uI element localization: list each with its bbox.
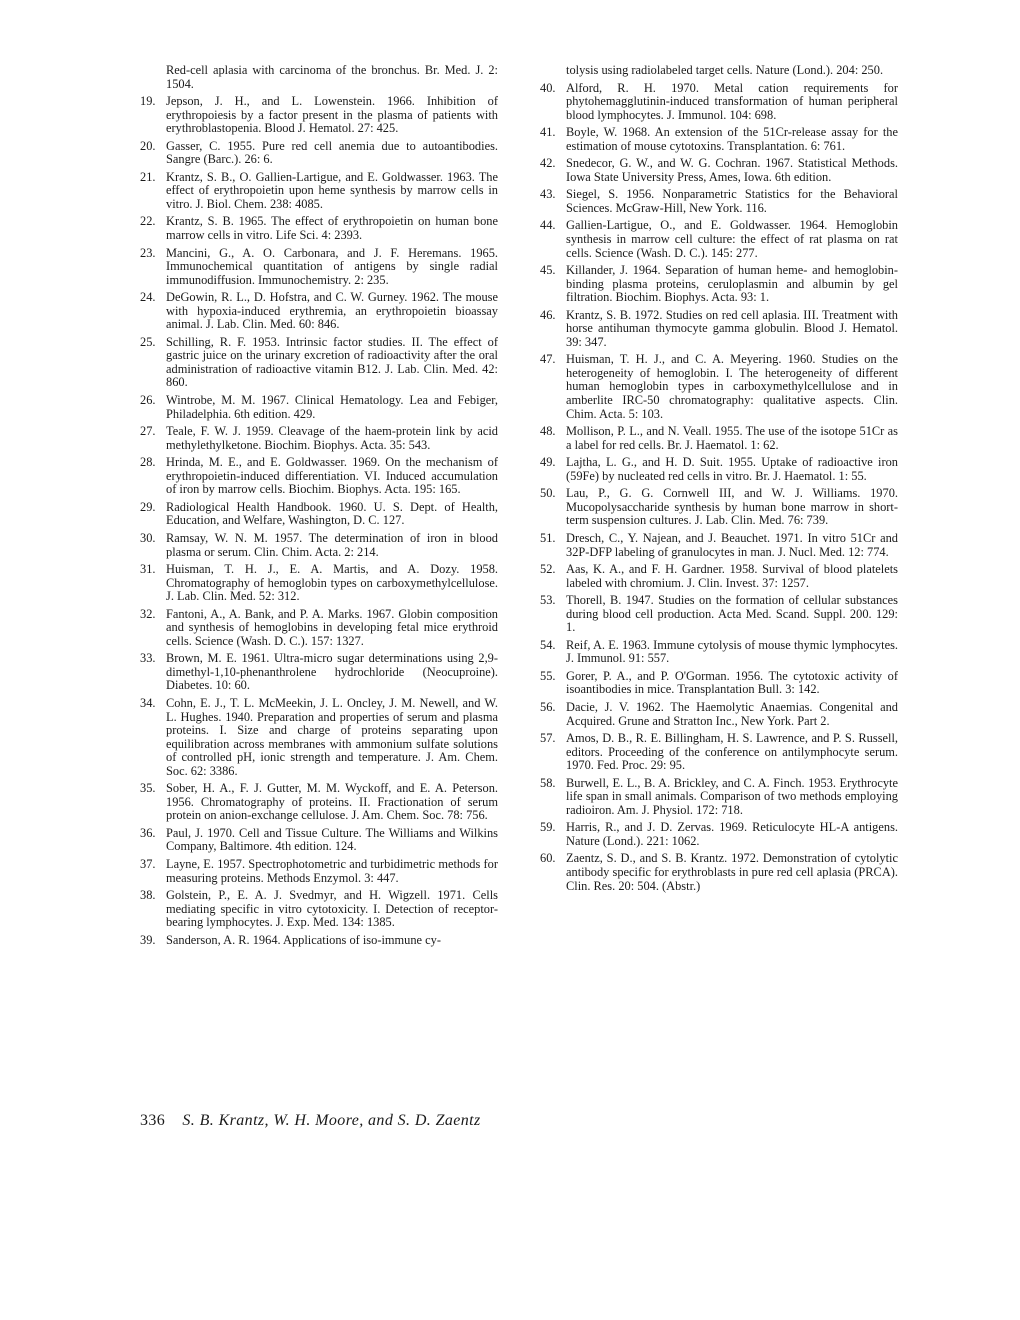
page-footer xyxy=(140,1112,481,1130)
reference-number: 25. xyxy=(140,334,156,349)
reference-text: Siegel, S. 1956. Nonparametric Statistics for the Behavioral Sciences. McGraw-Hill, New York. 116. xyxy=(566,187,898,215)
reference-entry xyxy=(540,264,898,305)
reference-entry xyxy=(140,425,498,452)
reference-number: 27. xyxy=(140,424,156,439)
reference-entry xyxy=(540,353,898,421)
reference-text: Red-cell aplasia with carcinoma of the bronchus. Br. Med. J. 2: 1504. xyxy=(166,63,498,91)
reference-entry xyxy=(140,563,498,604)
reference-entry xyxy=(540,852,898,893)
reference-text: Reif, A. E. 1963. Immune cytolysis of mouse thymic lymphocytes. J. Immunol. 91: 557. xyxy=(566,637,898,666)
reference-entry xyxy=(140,608,498,649)
reference-number: 59. xyxy=(540,820,556,835)
reference-text: Lau, P., G. G. Cornwell III, and W. J. Williams. 1970. Mucopolysaccharide synthesis by human bone marrow in short-term suspension cultures. J. Lab. Clin. Med. 76: 739. xyxy=(566,486,898,528)
reference-text: Snedecor, G. W., and W. G. Cochran. 1967. Statistical Methods. Iowa State University Press, Ames, Iowa. 6th edition. xyxy=(566,156,898,184)
reference-entry xyxy=(140,291,498,332)
reference-number: 30. xyxy=(140,530,156,545)
reference-text: Hrinda, M. E., and E. Goldwasser. 1969. On the mechanism of erythropoietin-induced differentiation. VI. Induced accumulation of iron by marrow cells. Biochim. Biophys. Acta. 195: 165. xyxy=(166,455,498,497)
reference-entry xyxy=(540,732,898,773)
running-authors: S. B. Krantz, W. H. Moore, and S. D. Zaentz xyxy=(182,1112,481,1129)
reference-text: Gorer, P. A., and P. O'Gorman. 1956. The cytotoxic activity of isoantibodies in mice. Transplantation Bull. 3: 142. xyxy=(566,668,898,697)
reference-text: Cohn, E. J., T. L. McMeekin, J. L. Oncley, J. M. Newell, and W. L. Hughes. 1940. Preparation and properties of serum and plasma proteins. I. Size and charge of proteins separating upon equilibration across membranes with ammonium sulfate solutions of controlled pH, ionic strength and temperature. J. Am. Chem. Soc. 62: 3386. xyxy=(166,695,498,778)
reference-number: 39. xyxy=(140,932,156,947)
reference-entry xyxy=(140,889,498,930)
reference-text: Layne, E. 1957. Spectrophotometric and turbidimetric methods for measuring proteins. Methods Enzymol. 3: 447. xyxy=(166,856,498,885)
reference-text: Fantoni, A., A. Bank, and P. A. Marks. 1967. Globin composition and synthesis of hemoglobins in developing fetal mice erythroid cells. Science (Wash. D. C.). 157: 1327. xyxy=(166,606,498,648)
reference-number: 24. xyxy=(140,290,156,305)
reference-number: 19. xyxy=(140,94,156,109)
reference-number: 26. xyxy=(140,393,156,408)
reference-text: Dresch, C., Y. Najean, and J. Beauchet. 1971. In vitro 51Cr and 32P-DFP labeling of granulocytes in man. J. Nucl. Med. 12: 774. xyxy=(566,530,898,559)
reference-entry xyxy=(540,670,898,697)
reference-entry xyxy=(540,487,898,528)
reference-entry xyxy=(540,64,898,78)
reference-text: Gasser, C. 1955. Pure red cell anemia due to autoantibodies. Sangre (Barc.). 26: 6. xyxy=(166,138,498,167)
reference-entry xyxy=(140,336,498,390)
reference-entry xyxy=(140,171,498,212)
reference-text: Amos, D. B., R. E. Billingham, H. S. Lawrence, and P. S. Russell, editors. Proceeding of the conference on antilymphocyte serum. 1970. Fed. Proc. 29: 95. xyxy=(566,731,898,773)
reference-number: 41. xyxy=(540,125,556,140)
reference-text: Teale, F. W. J. 1959. Cleavage of the haem-protein link by acid methylethylketone. Biochim. Biophys. Acta. 35: 543. xyxy=(166,424,498,452)
reference-text: Killander, J. 1964. Separation of human heme- and hemoglobin-binding plasma proteins, ceruloplasmin and albumin by gel filtration. Biochim. Biophys. Acta. 93: 1. xyxy=(566,263,898,305)
page-number: 336 xyxy=(140,1112,166,1129)
reference-entry xyxy=(540,219,898,260)
reference-number: 43. xyxy=(540,187,556,202)
reference-text: Wintrobe, M. M. 1967. Clinical Hematology. Lea and Febiger, Philadelphia. 6th edition. 429. xyxy=(166,393,498,421)
reference-entry xyxy=(140,532,498,559)
reference-number: 40. xyxy=(540,80,556,95)
reference-entry xyxy=(140,140,498,167)
reference-number: 44. xyxy=(540,218,556,233)
reference-number: 31. xyxy=(140,562,156,577)
reference-entry xyxy=(140,501,498,528)
reference-text: Alford, R. H. 1970. Metal cation requirements for phytohemagglutinin-induced transformation of human peripheral blood lymphocytes. J. Immunol. 104: 698. xyxy=(566,80,898,122)
reference-text: Brown, M. E. 1961. Ultra-micro sugar determinations using 2,9-dimethyl-1,10-phenanthrolene hydrochloride (Neocuproine). Diabetes. 10: 60. xyxy=(166,651,498,693)
reference-text: Harris, R., and J. D. Zervas. 1969. Reticulocyte HL-A antigens. Nature (Lond.). 221: 1062. xyxy=(566,820,898,848)
reference-entry xyxy=(540,188,898,215)
reference-number: 49. xyxy=(540,455,556,470)
reference-entry xyxy=(540,701,898,728)
reference-text: tolysis using radiolabeled target cells. Nature (Lond.). 204: 250. xyxy=(566,63,884,77)
reference-entry xyxy=(140,215,498,242)
reference-number: 22. xyxy=(140,214,156,229)
reference-number: 32. xyxy=(140,606,156,621)
reference-entry xyxy=(140,456,498,497)
reference-number: 56. xyxy=(540,699,556,714)
reference-entry xyxy=(140,247,498,288)
reference-text: Zaentz, S. D., and S. B. Krantz. 1972. Demonstration of cytolytic antibody specific for erythroblasts in pure red cell aplasia (PRCA). Clin. Res. 20: 504. (Abstr.) xyxy=(566,851,898,893)
reference-text: Boyle, W. 1968. An extension of the 51Cr-release assay for the estimation of mouse cytotoxins. Transplantation. 6: 761. xyxy=(566,125,898,153)
reference-text: Golstein, P., E. A. J. Svedmyr, and H. Wigzell. 1971. Cells mediating specific in vitro cytotoxicity. I. Detection of receptor-bearing lymphocytes. J. Exp. Med. 134: 1385. xyxy=(166,888,498,930)
reference-entry xyxy=(140,64,498,91)
reference-text: Sanderson, A. R. 1964. Applications of iso-immune cy- xyxy=(166,932,441,947)
reference-entry xyxy=(140,95,498,136)
reference-number: 51. xyxy=(540,530,556,545)
reference-number: 37. xyxy=(140,856,156,871)
reference-entry xyxy=(140,652,498,693)
reference-entry xyxy=(140,394,498,421)
reference-text: Ramsay, W. N. M. 1957. The determination of iron in blood plasma or serum. Clin. Chim. Acta. 2: 214. xyxy=(166,530,498,559)
reference-number: 57. xyxy=(540,731,556,746)
reference-text: Paul, J. 1970. Cell and Tissue Culture. The Williams and Wilkins Company, Baltimore. 4th edition. 124. xyxy=(166,825,498,854)
reference-entry xyxy=(140,697,498,778)
reference-text: Mollison, P. L., and N. Veall. 1955. The use of the isotope 51Cr as a label for red cells. Br. J. Haematol. 1: 62. xyxy=(566,424,898,452)
reference-text: Sober, H. A., F. J. Gutter, M. M. Wyckoff, and E. A. Peterson. 1956. Chromatography of proteins. II. Fractionation of serum protein on anion-exchange cellulose. J. Am. Chem. Soc. 78: 756. xyxy=(166,781,498,823)
reference-text: Mancini, G., A. O. Carbonara, and J. F. Heremans. 1965. Immunochemical quantitation of antigens by single radial immunodiffusion. Immunochemistry. 2: 235. xyxy=(166,245,498,287)
reference-number: 23. xyxy=(140,245,156,260)
references-right-column xyxy=(540,64,898,897)
reference-number: 48. xyxy=(540,424,556,439)
reference-entry xyxy=(540,777,898,818)
reference-entry xyxy=(140,782,498,823)
reference-entry xyxy=(540,639,898,666)
reference-entry xyxy=(540,456,898,483)
reference-entry xyxy=(540,532,898,559)
reference-text: Krantz, S. B. 1965. The effect of erythropoietin on human bone marrow cells in vitro. Life Sci. 4: 2393. xyxy=(166,214,498,243)
reference-number: 45. xyxy=(540,263,556,278)
reference-text: Burwell, E. L., B. A. Brickley, and C. A. Finch. 1953. Erythrocyte life span in small animals. Comparison of two methods employing radioiron. Am. J. Physiol. 172: 718. xyxy=(566,775,898,817)
reference-number: 60. xyxy=(540,851,556,866)
reference-entry xyxy=(540,157,898,184)
reference-number: 47. xyxy=(540,352,556,367)
reference-number: 35. xyxy=(140,781,156,796)
references-left-column xyxy=(140,64,498,951)
reference-number: 36. xyxy=(140,825,156,840)
reference-text: DeGowin, R. L., D. Hofstra, and C. W. Gurney. 1962. The mouse with hypoxia-induced erythremia, an erythropoietin bioassay animal. J. Lab. Clin. Med. 60: 846. xyxy=(166,290,498,332)
reference-entry xyxy=(540,821,898,848)
reference-text: Schilling, R. F. 1953. Intrinsic factor studies. II. The effect of gastric juice on the urinary excretion of radioactivity after the oral administration of radioactive vitamin B12. J. Lab. Clin. Med. 42: 860. xyxy=(166,334,498,390)
reference-number: 29. xyxy=(140,499,156,514)
reference-number: 52. xyxy=(540,562,556,577)
reference-entry xyxy=(140,827,498,854)
reference-entry xyxy=(540,309,898,350)
reference-number: 42. xyxy=(540,156,556,171)
reference-entry xyxy=(540,563,898,590)
reference-text: Lajtha, L. G., and H. D. Suit. 1955. Uptake of radioactive iron (59Fe) by nucleated red cells in vitro. Br. J. Haematol. 1: 55. xyxy=(566,455,898,483)
reference-number: 46. xyxy=(540,307,556,322)
reference-number: 21. xyxy=(140,169,156,184)
reference-number: 33. xyxy=(140,651,156,666)
reference-entry xyxy=(140,934,498,948)
reference-text: Krantz, S. B. 1972. Studies on red cell aplasia. III. Treatment with horse antihuman thymocyte gamma globulin. Blood J. Hematol. 39: 347. xyxy=(566,307,898,349)
reference-number: 58. xyxy=(540,775,556,790)
reference-entry xyxy=(540,594,898,635)
reference-text: Huisman, T. H. J., E. A. Martis, and A. Dozy. 1958. Chromatography of hemoglobin types on carboxymethylcellulose. J. Lab. Clin. Med. 52: 312. xyxy=(166,562,498,604)
reference-text: Radiological Health Handbook. 1960. U. S. Dept. of Health, Education, and Welfare, Washington, D. C. 127. xyxy=(166,499,498,528)
reference-number: 28. xyxy=(140,455,156,470)
reference-number: 53. xyxy=(540,593,556,608)
reference-number: 54. xyxy=(540,637,556,652)
reference-number: 34. xyxy=(140,695,156,710)
reference-text: Jepson, J. H., and L. Lowenstein. 1966. Inhibition of erythropoiesis by a factor present in the plasma of patients with erythroblastopenia. Blood J. Hematol. 27: 425. xyxy=(166,94,498,136)
reference-number: 38. xyxy=(140,888,156,903)
reference-text: Huisman, T. H. J., and C. A. Meyering. 1960. Studies on the heterogeneity of hemoglobin. I. The heterogeneity of different human hemoglobin types in carboxymethylcellulose and in amberlite IRC-50 chromatography: qualitative aspects. Clin. Chim. Acta. 5: 103. xyxy=(566,352,898,421)
reference-number: 20. xyxy=(140,138,156,153)
reference-entry xyxy=(540,425,898,452)
reference-entry xyxy=(140,858,498,885)
reference-text: Dacie, J. V. 1962. The Haemolytic Anaemias. Congenital and Acquired. Grune and Stratton Inc., New York. Part 2. xyxy=(566,699,898,728)
reference-text: Aas, K. A., and F. H. Gardner. 1958. Survival of blood platelets labeled with chromium. J. Clin. Invest. 37: 1257. xyxy=(566,562,898,590)
reference-text: Krantz, S. B., O. Gallien-Lartigue, and E. Goldwasser. 1963. The effect of erythropoietin upon heme synthesis by marrow cells in vitro. J. Biol. Chem. 238: 4085. xyxy=(166,169,498,211)
reference-number: 55. xyxy=(540,668,556,683)
reference-entry xyxy=(540,82,898,123)
reference-text: Thorell, B. 1947. Studies on the formation of cellular substances during blood cell production. Acta Med. Scand. Suppl. 200. 129: 1. xyxy=(566,593,898,635)
reference-number: 50. xyxy=(540,486,556,501)
reference-entry xyxy=(540,126,898,153)
reference-text: Gallien-Lartigue, O., and E. Goldwasser. 1964. Hemoglobin synthesis in marrow cell culture: the effect of rat plasma on rat cells. Science (Wash. D. C.). 145: 277. xyxy=(566,218,898,260)
